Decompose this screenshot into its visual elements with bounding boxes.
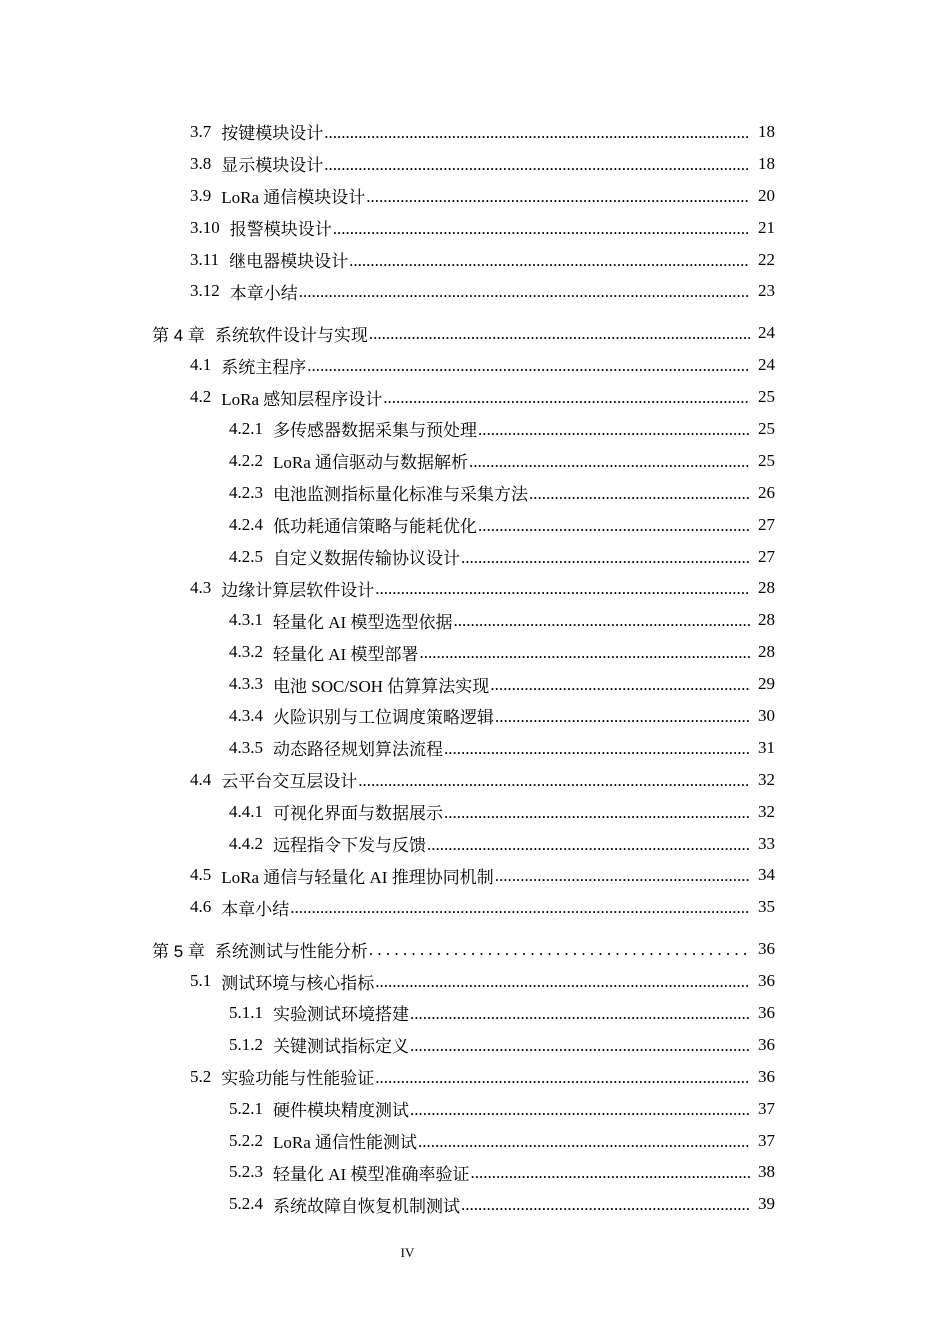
toc-entry-title: 继电器模块设计 [229, 252, 349, 271]
toc-entry-number: 4.2.2 [229, 450, 263, 470]
toc-entry[interactable] [0, 148, 950, 180]
toc-subentry[interactable] [0, 445, 950, 477]
toc-leader-dots [495, 866, 750, 886]
toc-entry-title: 测试环境与核心指标 [221, 973, 375, 993]
toc-entry-page: 36 [758, 1066, 775, 1086]
toc-entry-title: 可视化界面与数据展示 [273, 804, 443, 824]
toc-subentry[interactable] [0, 1093, 950, 1125]
toc-entry-title: 系统主程序 [221, 357, 307, 377]
toc-entry-number: 4.2.4 [229, 514, 263, 534]
toc-leader-dots [453, 611, 750, 631]
toc-entry-page: 32 [758, 769, 775, 789]
toc-subentry[interactable] [0, 1125, 950, 1157]
toc-entry-title: 电池 SOC/SOH 估算算法实现 [273, 676, 490, 696]
toc-subentry[interactable] [0, 700, 950, 732]
toc-entry-number: 4.3.5 [229, 737, 263, 757]
toc-entry-number: 4.6 [190, 897, 212, 917]
toc-leader-dots [383, 388, 750, 408]
toc-entry-page: 27 [758, 514, 775, 534]
toc-leader-dots [349, 251, 750, 271]
toc-leader-dots [444, 739, 750, 759]
toc-entry-title: LoRa 通信驱动与数据解析 [273, 453, 469, 473]
toc-entry-page: 29 [758, 674, 775, 694]
toc-entry-number: 5.1.2 [229, 1034, 263, 1054]
toc-leader-dots [324, 123, 750, 143]
toc-entry-number: 4.3.4 [229, 705, 263, 725]
toc-entry-number: 4.5 [190, 865, 212, 885]
toc-entry-page: 18 [758, 121, 775, 141]
toc-leader-dots [375, 972, 750, 992]
toc-subentry[interactable] [0, 509, 950, 541]
table-of-contents [0, 116, 950, 1220]
toc-entry-title: LoRa 通信性能测试 [273, 1133, 418, 1153]
toc-leader-dots [490, 675, 750, 695]
toc-entry-title: LoRa 感知层程序设计 [221, 389, 383, 409]
toc-entry-title: 本章小结 [229, 283, 298, 303]
toc-subentry[interactable] [0, 668, 950, 700]
toc-entry-page: 28 [758, 610, 775, 630]
toc-leader-dots [444, 803, 750, 823]
toc-entry-number: 4.2.5 [229, 546, 263, 566]
toc-entry-number: 4.4.1 [229, 801, 263, 821]
toc-leader-dots [410, 1036, 750, 1056]
toc-leader-dots [469, 452, 750, 472]
toc-entry-page: 36 [758, 1002, 775, 1022]
toc-entry-page: 23 [758, 281, 775, 301]
toc-entry-page: 27 [758, 546, 775, 566]
toc-entry-title: 实验测试环境搭建 [273, 1005, 409, 1025]
toc-entry-title: 关键测试指标定义 [273, 1037, 409, 1057]
toc-entry-number: 4.2 [190, 387, 212, 407]
toc-entry-page: 36 [758, 939, 775, 959]
toc-entry-title: 显示模块设计 [221, 156, 324, 176]
toc-entry[interactable] [0, 764, 950, 796]
toc-entry[interactable] [0, 275, 950, 307]
toc-leader-dots [369, 940, 750, 960]
toc-leader-dots [478, 516, 750, 536]
toc-entry-page: 18 [758, 153, 775, 173]
toc-entry-number: 4.3 [190, 578, 212, 598]
toc-leader-dots [419, 643, 750, 663]
toc-leader-dots [410, 1004, 750, 1024]
toc-entry-page: 31 [758, 737, 775, 757]
toc-entry-page: 22 [758, 249, 775, 269]
toc-chapter-entry[interactable] [0, 933, 950, 965]
toc-entry[interactable] [0, 572, 950, 604]
toc-entry-page: 33 [758, 833, 775, 853]
toc-entry-page: 39 [758, 1194, 775, 1214]
toc-subentry[interactable] [0, 1029, 950, 1061]
toc-entry-title: 动态路径规划算法流程 [273, 740, 443, 760]
toc-leader-dots [375, 579, 750, 599]
toc-entry-page: 34 [758, 865, 775, 885]
toc-leader-dots [478, 420, 750, 440]
toc-leader-dots [418, 1132, 750, 1152]
toc-subentry[interactable] [0, 413, 950, 445]
toc-entry[interactable] [0, 212, 950, 244]
toc-entry-number: 5.2 [190, 1066, 212, 1086]
toc-leader-dots [410, 1100, 750, 1120]
toc-subentry[interactable] [0, 997, 950, 1029]
toc-entry-title: 本章小结 [221, 899, 290, 919]
toc-subentry[interactable] [0, 796, 950, 828]
toc-entry-title: 实验功能与性能验证 [221, 1069, 375, 1089]
toc-leader-dots [290, 898, 750, 918]
toc-entry-number: 4.3.2 [229, 642, 263, 662]
toc-entry-page: 32 [758, 801, 775, 821]
toc-chapter-number: 第 5 章 [152, 941, 205, 961]
toc-leader-dots [529, 484, 750, 504]
toc-entry-title: 多传感器数据采集与预处理 [273, 421, 477, 441]
toc-leader-dots [333, 219, 750, 239]
toc-entry[interactable] [0, 180, 950, 212]
toc-entry-page: 36 [758, 971, 775, 991]
toc-leader-dots [366, 187, 750, 207]
toc-entry-title: 远程指令下发与反馈 [273, 836, 426, 856]
toc-entry-number: 5.2.2 [229, 1130, 263, 1150]
toc-entry-page: 25 [758, 418, 775, 438]
toc-entry[interactable] [0, 244, 950, 276]
toc-entry-title: 低功耗通信策略与能耗优化 [273, 517, 477, 537]
toc-entry-number: 5.2.3 [229, 1162, 263, 1182]
toc-entry-page: 28 [758, 578, 775, 598]
toc-leader-dots [375, 1068, 750, 1088]
toc-entry-page: 24 [758, 355, 775, 375]
toc-chapter-entry[interactable] [0, 317, 950, 349]
toc-entry-title: 硬件模块精度测试 [273, 1101, 409, 1121]
toc-entry-number: 4.4 [190, 769, 212, 789]
toc-entry[interactable] [0, 349, 950, 381]
toc-subentry[interactable] [0, 1157, 950, 1189]
toc-entry-title: 云平台交互层设计 [221, 772, 358, 792]
toc-entry-page: 28 [758, 642, 775, 662]
toc-subentry[interactable] [0, 604, 950, 636]
toc-leader-dots [369, 324, 750, 344]
toc-leader-dots [299, 282, 750, 302]
toc-leader-dots [461, 548, 750, 568]
toc-entry-number: 4.3.3 [229, 674, 263, 694]
toc-leader-dots [307, 356, 750, 376]
toc-entry-title: 按键模块设计 [221, 124, 324, 144]
toc-subentry[interactable] [0, 636, 950, 668]
toc-entry-page: 37 [758, 1130, 775, 1150]
toc-entry-page: 24 [758, 323, 775, 343]
toc-entry-page: 30 [758, 705, 775, 725]
toc-entry-title: 边缘计算层软件设计 [221, 580, 375, 600]
toc-entry-number: 3.8 [190, 153, 212, 173]
toc-entry-number: 3.11 [190, 249, 220, 269]
toc-entry-number: 4.2.3 [229, 482, 263, 502]
toc-leader-dots [461, 1195, 750, 1215]
toc-subentry[interactable] [0, 732, 950, 764]
page-number-footer: IV [400, 1245, 415, 1260]
toc-entry-number: 3.9 [190, 185, 212, 205]
toc-entry-number: 3.10 [190, 217, 220, 237]
toc-leader-dots [358, 771, 750, 791]
toc-entry[interactable] [0, 965, 950, 997]
toc-chapter-number: 第 4 章 [152, 325, 205, 345]
toc-entry-title: 系统故障自恢复机制测试 [273, 1196, 460, 1216]
toc-entry-number: 5.1 [190, 971, 212, 991]
toc-entry-number: 4.3.1 [229, 610, 263, 630]
toc-subentry[interactable] [0, 828, 950, 860]
toc-leader-dots [427, 835, 750, 855]
toc-chapter-title: 系统测试与性能分析 [214, 941, 368, 961]
toc-entry-page: 21 [758, 217, 775, 237]
toc-entry[interactable] [0, 116, 950, 148]
toc-entry[interactable] [0, 859, 950, 891]
toc-subentry[interactable] [0, 1188, 950, 1220]
toc-entry[interactable] [0, 891, 950, 923]
toc-entry-page: 25 [758, 387, 775, 407]
toc-entry-number: 4.2.1 [229, 418, 263, 438]
toc-entry-title: LoRa 通信模块设计 [221, 188, 366, 208]
toc-entry-number: 4.1 [190, 355, 212, 375]
toc-entry-title: 轻量化 AI 模型部署 [273, 644, 419, 664]
toc-entry-number: 3.12 [190, 281, 220, 301]
toc-entry-title: 自定义数据传输协议设计 [273, 549, 460, 569]
toc-entry-number: 5.1.1 [229, 1002, 263, 1022]
toc-entry-title: 轻量化 AI 模型准确率验证 [273, 1164, 470, 1184]
toc-entry-page: 35 [758, 897, 775, 917]
toc-leader-dots [495, 707, 750, 727]
toc-entry-page: 25 [758, 450, 775, 470]
toc-entry-title: 报警模块设计 [229, 220, 332, 240]
toc-entry-number: 4.4.2 [229, 833, 263, 853]
toc-entry-number: 5.2.4 [229, 1194, 263, 1214]
toc-leader-dots [470, 1163, 750, 1183]
toc-subentry[interactable] [0, 477, 950, 509]
toc-subentry[interactable] [0, 541, 950, 573]
toc-entry-number: 3.7 [190, 121, 212, 141]
toc-entry-page: 26 [758, 482, 775, 502]
toc-entry-number: 5.2.1 [229, 1098, 263, 1118]
toc-entry[interactable] [0, 381, 950, 413]
toc-entry-page: 36 [758, 1034, 775, 1054]
toc-entry-page: 38 [758, 1162, 775, 1182]
toc-entry-title: 火险识别与工位调度策略逻辑 [273, 708, 494, 728]
toc-entry-title: 电池监测指标量化标准与采集方法 [273, 485, 528, 505]
toc-entry-title: LoRa 通信与轻量化 AI 推理协同机制 [221, 867, 494, 887]
toc-entry-title: 轻量化 AI 模型选型依据 [273, 612, 453, 632]
toc-leader-dots [324, 155, 750, 175]
toc-chapter-title: 系统软件设计与实现 [214, 325, 368, 345]
toc-entry-page: 20 [758, 185, 775, 205]
toc-entry-page: 37 [758, 1098, 775, 1118]
toc-entry[interactable] [0, 1061, 950, 1093]
